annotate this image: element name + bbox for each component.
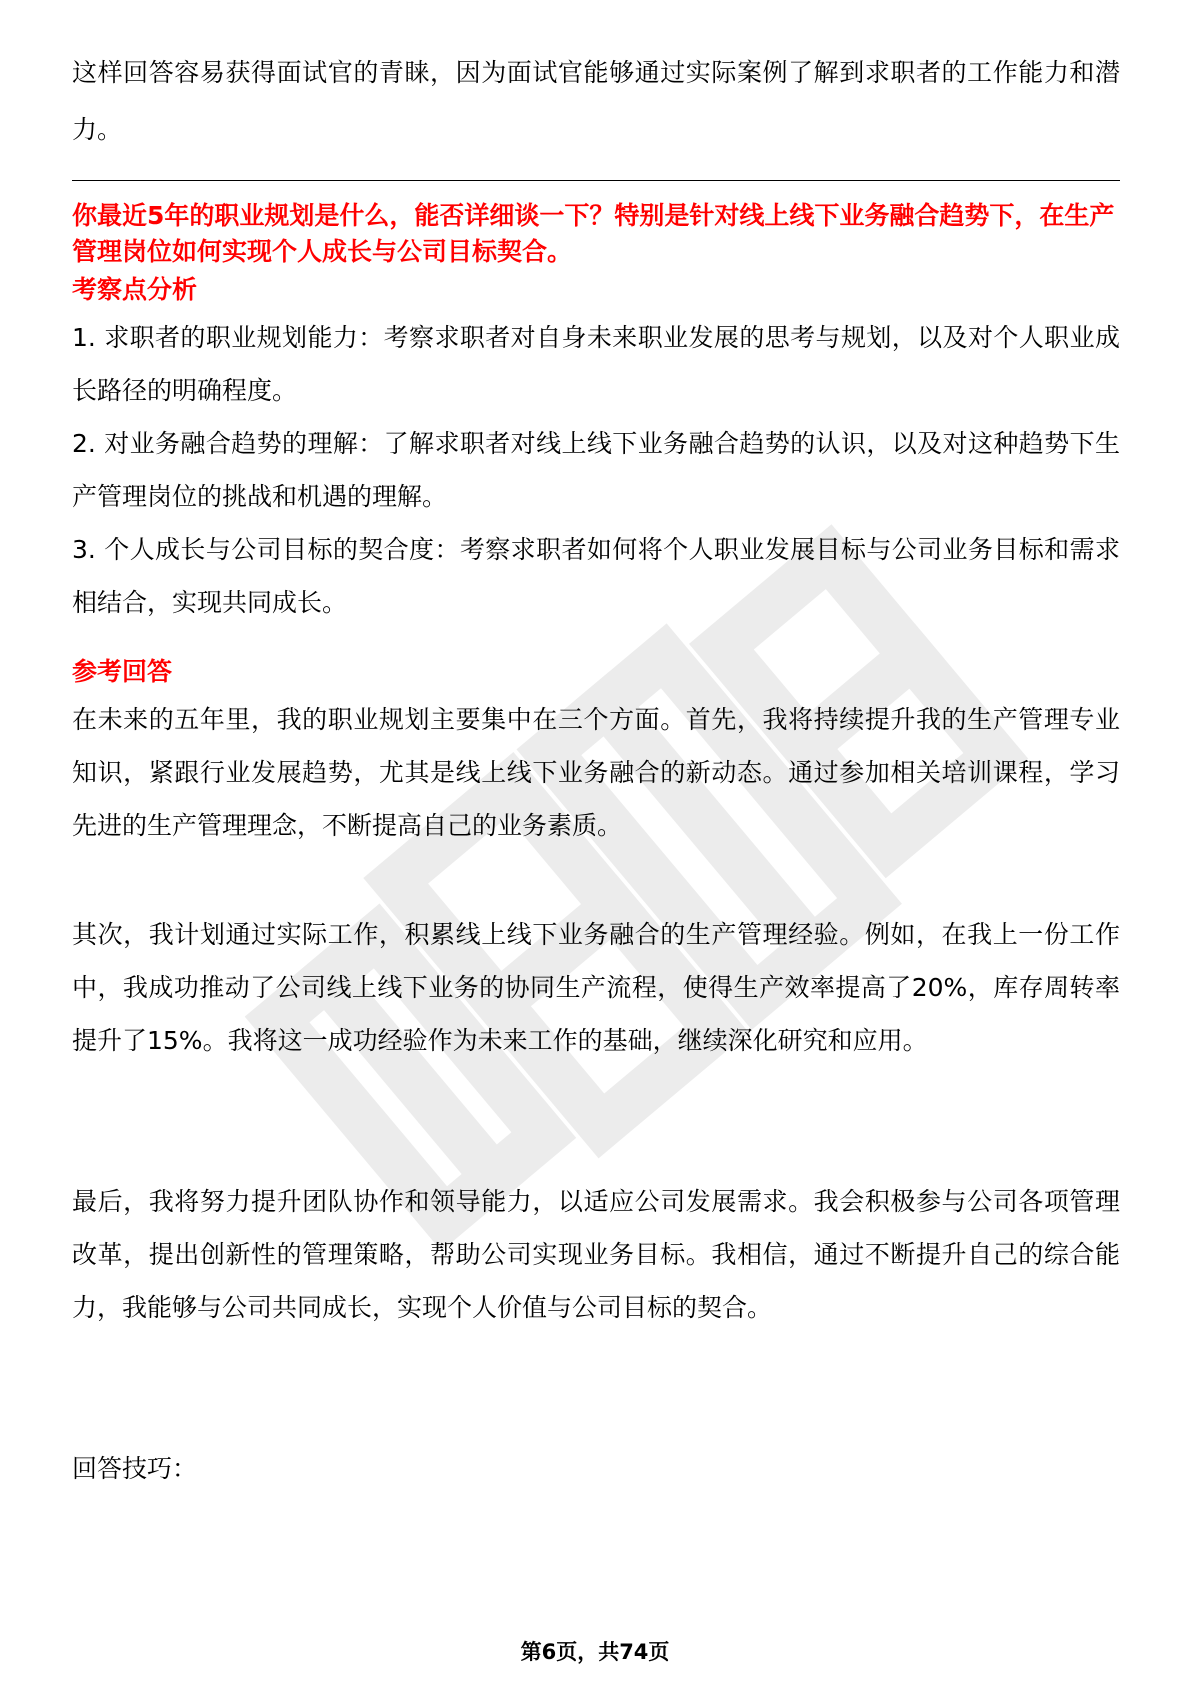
analysis-item-1: 1. 求职者的职业规划能力：考察求职者对自身未来职业发展的思考与规划，以及对个人职业成长路径的明确程度。 bbox=[72, 323, 1120, 405]
intro-paragraph: 这样回答容易获得面试官的青睐，因为面试官能够通过实际案例了解到求职者的工作能力和潜力。 bbox=[72, 58, 1120, 144]
answer-heading: 参考回答 bbox=[72, 657, 173, 686]
page-content bbox=[72, 44, 1120, 158]
answer-paragraph-1: 在未来的五年里，我的职业规划主要集中在三个方面。首先，我将持续提升我的生产管理专业知识，紧跟行业发展趋势，尤其是线上线下业务融合的新动态。通过参加相关培训课程，学习先进的生产管理理念，不断提高自己的业务素质。 bbox=[72, 705, 1120, 840]
analysis-item-2: 2. 对业务融合趋势的理解：了解求职者对线上线下业务融合趋势的认识，以及对这种趋势下生产管理岗位的挑战和机遇的理解。 bbox=[72, 429, 1120, 511]
answer-paragraph-2-block bbox=[72, 908, 1120, 1067]
analysis-list bbox=[72, 311, 1120, 629]
answer-paragraph-1-block bbox=[72, 693, 1120, 852]
answer-paragraph-2: 其次，我计划通过实际工作，积累线上线下业务融合的生产管理经验。例如，在我上一份工作中，我成功推动了公司线上线下业务的协同生产流程，使得生产效率提高了20%，库存周转率提升了15%。我将这一成功经验作为未来工作的基础，继续深化研究和应用。 bbox=[72, 920, 1120, 1055]
section-divider bbox=[72, 180, 1120, 181]
answer-paragraph-3-block bbox=[72, 1175, 1120, 1334]
tips-block bbox=[72, 1442, 1120, 1495]
answer-paragraph-3: 最后，我将努力提升团队协作和领导能力，以适应公司发展需求。我会积极参与公司各项管理改革，提出创新性的管理策略，帮助公司实现业务目标。我相信，通过不断提升自己的综合能力，我能够与公司共同成长，实现个人价值与公司目标的契合。 bbox=[72, 1187, 1120, 1322]
analysis-item-3: 3. 个人成长与公司目标的契合度：考察求职者如何将个人职业发展目标与公司业务目标和需求相结合，实现共同成长。 bbox=[72, 535, 1120, 617]
page-footer: 第6页，共74页 bbox=[520, 1640, 670, 1664]
tips-label: 回答技巧： bbox=[72, 1454, 198, 1483]
interview-question: 你最近5年的职业规划是什么，能否详细谈一下？特别是针对线上线下业务融合趋势下，在生产管理岗位如何实现个人成长与公司目标契合。 bbox=[72, 201, 1115, 266]
analysis-heading: 考察点分析 bbox=[72, 275, 198, 304]
